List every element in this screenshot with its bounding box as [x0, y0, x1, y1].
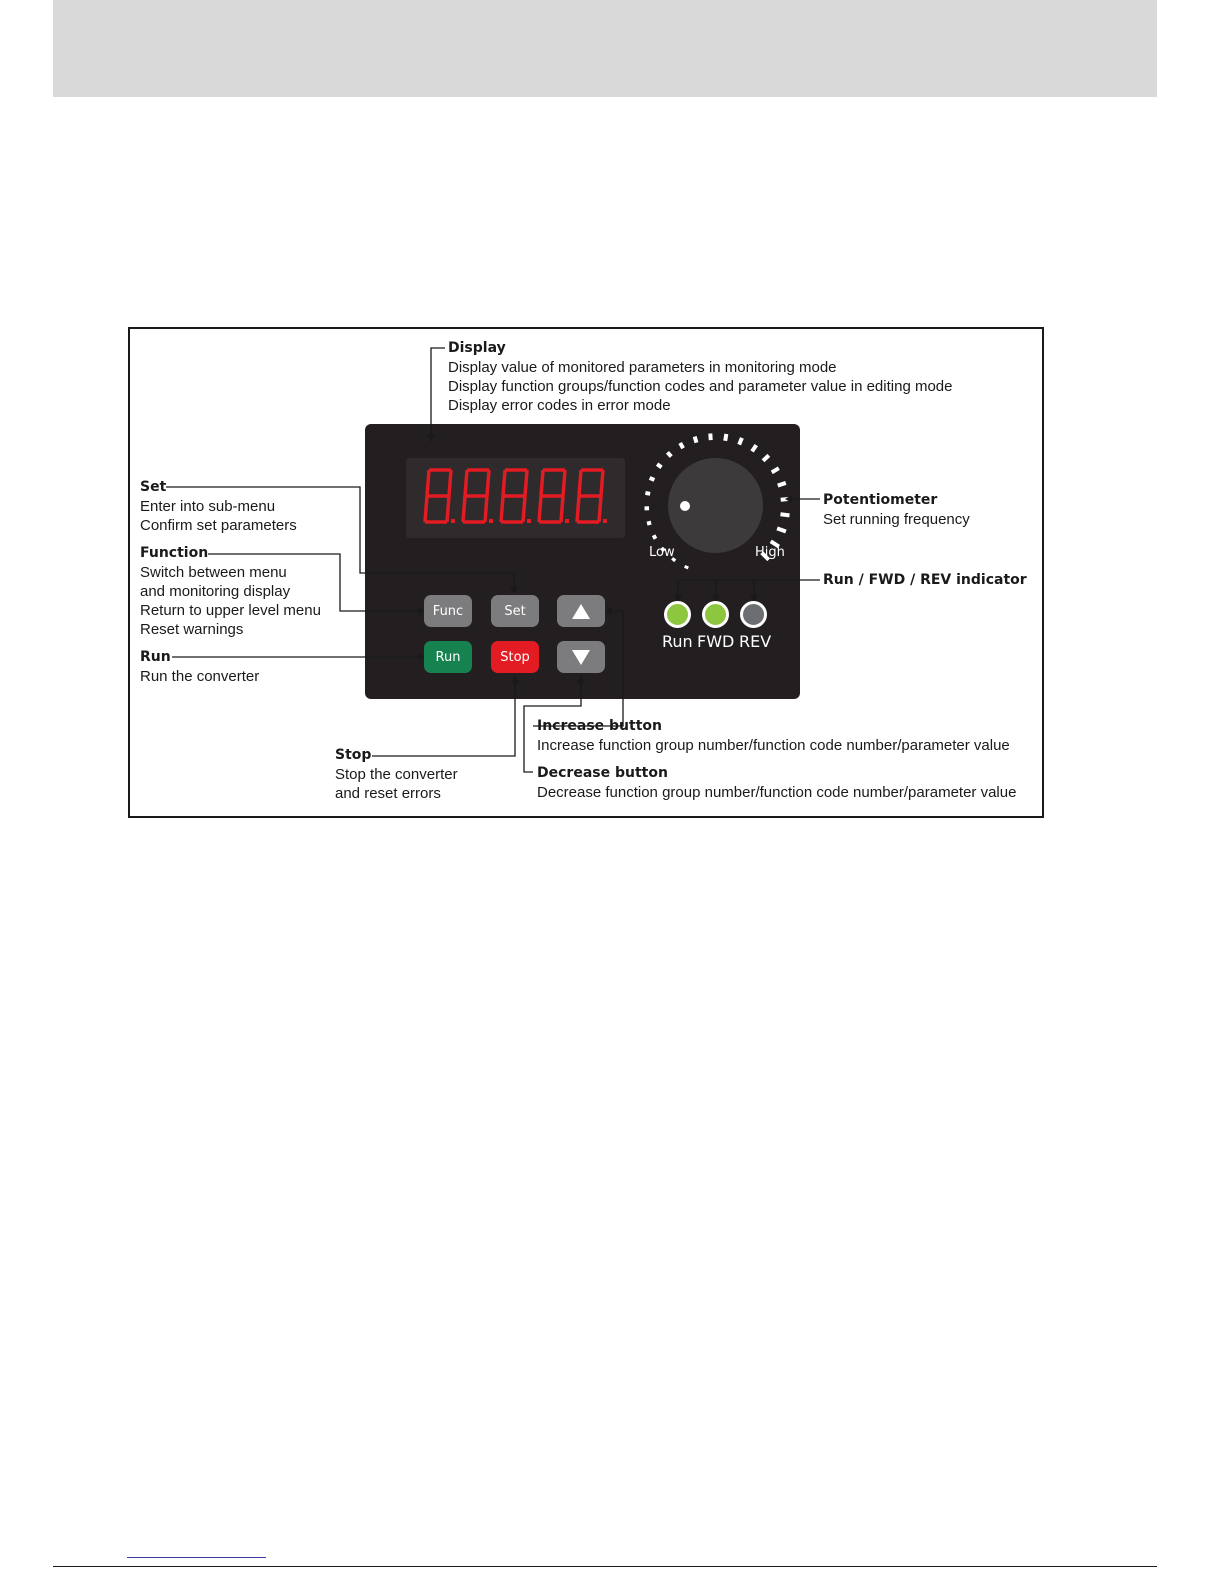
knob-scale-tick — [763, 455, 769, 460]
increase-arrowhead — [605, 607, 612, 615]
decrease-arrowhead — [577, 676, 585, 683]
stop-callout-line-2: and reset errors — [335, 785, 441, 802]
display-callout — [448, 339, 952, 415]
set-arrowhead — [510, 587, 518, 594]
stop-arrowhead — [511, 676, 519, 683]
knob-low-label: Low — [649, 545, 675, 560]
digit-5-segment-b — [601, 470, 603, 496]
indicator-callout-title: Run / FWD / REV indicator — [823, 572, 1027, 588]
knob-scale-tick — [695, 437, 697, 443]
digit-2-segment-e — [463, 496, 465, 522]
digit-3-segment-f — [503, 470, 505, 496]
decrease-callout-line-1: Decrease function group number/function code number/parameter value — [537, 784, 1017, 801]
footer-link-underline[interactable] — [127, 1557, 266, 1558]
digit-1-segment-c — [447, 496, 449, 522]
digit-3-decimal-point — [527, 519, 531, 523]
increase-callout-title: Increase button — [537, 718, 662, 734]
knob-scale-tick — [772, 468, 779, 472]
display-callout-line-2: Display function groups/function codes and parameter value in editing mode — [448, 378, 953, 395]
stop-callout-title: Stop — [335, 747, 372, 763]
increase-callout — [537, 717, 1010, 755]
increase-callout-line-1: Increase function group number/function code number/parameter value — [537, 737, 1010, 754]
set-callout-line-1: Enter into sub-menu — [140, 498, 276, 515]
set-button[interactable]: Set — [491, 595, 539, 627]
decrease-button[interactable] — [557, 641, 605, 673]
rev-indicator-led — [740, 601, 767, 628]
knob-high-label: High — [755, 545, 785, 560]
knob-position-dot — [680, 501, 690, 511]
fwd-indicator-led — [702, 601, 729, 628]
decrease-callout-title: Decrease button — [537, 765, 668, 781]
digit-2-segment-f — [465, 470, 467, 496]
digit-4-segment-e — [539, 496, 541, 522]
knob-scale-tick — [680, 443, 683, 448]
digit-2-decimal-point — [489, 519, 493, 523]
knob-scale-tick — [778, 483, 786, 486]
indicator-leader-line — [678, 580, 820, 597]
rev-indicator-label: REV — [739, 632, 772, 651]
digit-2-segment-c — [485, 496, 487, 522]
set-callout-title: Set — [140, 479, 167, 495]
display-leader-line — [431, 348, 445, 437]
run-indicator-led — [664, 601, 691, 628]
arrow-up-icon — [572, 604, 590, 619]
stop-button[interactable]: Stop — [491, 641, 539, 673]
func-button[interactable]: Func — [424, 595, 472, 627]
digit-5-segment-c — [599, 496, 601, 522]
knob-scale-tick — [777, 528, 786, 531]
digit-2-segment-b — [487, 470, 489, 496]
segment-digits — [425, 470, 607, 523]
display-callout-line-1: Display value of monitored parameters in monitoring mode — [448, 359, 837, 376]
display-arrowhead — [427, 435, 435, 442]
knob-scale-tick — [650, 478, 655, 480]
knob-scale-tick — [667, 452, 671, 456]
run-indicator-label: Run — [662, 632, 693, 651]
indicator-callout — [823, 571, 1027, 590]
digit-4-segment-f — [541, 470, 543, 496]
function-callout-title: Function — [140, 545, 209, 561]
function-callout — [140, 544, 321, 639]
function-callout-line-4: Reset warnings — [140, 621, 244, 638]
set-callout — [140, 478, 297, 535]
digit-3-segment-c — [523, 496, 525, 522]
digit-1-segment-f — [427, 470, 429, 496]
stop-callout — [335, 746, 458, 803]
footer-rule — [53, 1566, 1157, 1567]
knob-scale-tick — [752, 445, 756, 451]
run-callout-title: Run — [140, 649, 171, 665]
digit-5-segment-f — [579, 470, 581, 496]
knob-scale-tick — [739, 438, 742, 445]
increase-button[interactable] — [557, 595, 605, 627]
digit-5-decimal-point — [603, 519, 607, 523]
function-callout-line-1: Switch between menu — [140, 564, 287, 581]
digit-4-decimal-point — [565, 519, 569, 523]
run-callout — [140, 648, 259, 686]
potentiometer-callout-title: Potentiometer — [823, 492, 938, 508]
potentiometer-callout — [823, 491, 970, 529]
digit-1-segment-e — [425, 496, 427, 522]
potentiometer-callout-line-1: Set running frequency — [823, 511, 970, 528]
fwd-indicator-label: FWD — [697, 632, 735, 651]
decrease-callout — [537, 764, 1016, 802]
stop-leader-line — [372, 681, 515, 756]
knob-scale-tick — [725, 434, 726, 441]
digit-4-segment-c — [561, 496, 563, 522]
knob-scale-tick — [686, 566, 687, 569]
potentiometer-arrowhead — [785, 495, 792, 503]
run-button[interactable]: Run — [424, 641, 472, 673]
digit-4-segment-b — [563, 470, 565, 496]
stop-callout-line-1: Stop the converter — [335, 766, 458, 783]
digit-3-segment-b — [525, 470, 527, 496]
function-callout-line-2: and monitoring display — [140, 583, 291, 600]
knob-scale-tick — [647, 523, 651, 524]
knob-scale-tick — [653, 536, 656, 538]
knob-scale-tick — [780, 514, 789, 515]
display-callout-title: Display — [448, 340, 506, 356]
set-callout-line-2: Confirm set parameters — [140, 517, 297, 534]
display-callout-line-3: Display error codes in error mode — [448, 397, 671, 414]
digit-1-segment-b — [449, 470, 451, 496]
arrow-down-icon — [572, 650, 590, 665]
knob-scale-tick — [657, 464, 661, 467]
digit-1-decimal-point — [451, 519, 455, 523]
run-callout-line-1: Run the converter — [140, 668, 260, 685]
knob-scale-tick — [645, 493, 650, 494]
digit-5-segment-e — [577, 496, 579, 522]
digit-3-segment-e — [501, 496, 503, 522]
function-callout-line-3: Return to upper level menu — [140, 602, 321, 619]
